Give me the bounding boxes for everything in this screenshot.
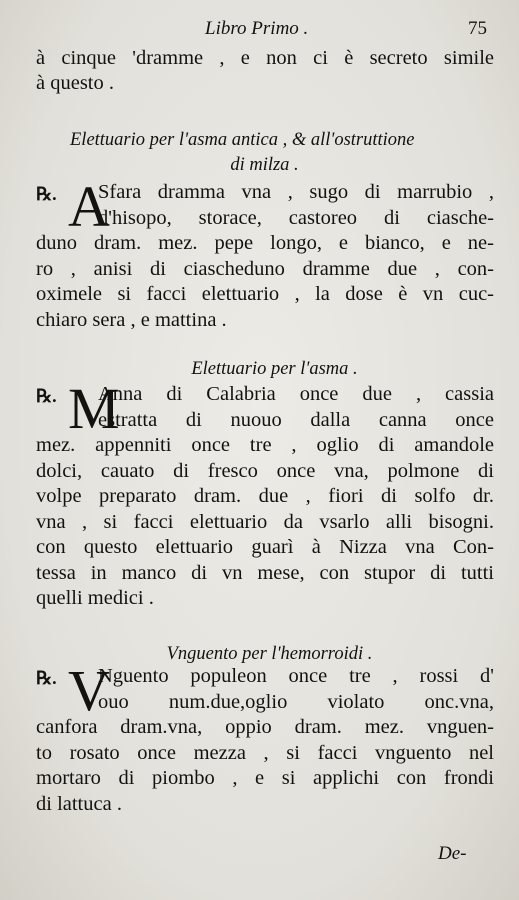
text-line: Anna di Calabria once due , cassia	[98, 383, 494, 405]
text-line: ouo num.due,oglio violato onc.vna,	[98, 690, 494, 713]
intro-paragraph	[36, 46, 494, 96]
section-heading	[70, 128, 415, 152]
text-line: à cinque 'dramme , e non ci è secreto simile	[36, 47, 494, 69]
text-line: dolci, cauato di fresco once vna, polmone di	[36, 459, 494, 482]
drop-capital: A	[68, 174, 110, 239]
text-line: mortaro di piombo , e si applichi con frondi	[36, 767, 494, 789]
drop-capital: M	[68, 376, 120, 441]
page-number: 75	[468, 18, 487, 39]
heading-line: Vnguento per l'hemorroidi .	[166, 644, 373, 664]
page-header	[0, 18, 519, 44]
heading-line: Elettuario per l'asma antica , & all'ostruttione	[70, 130, 415, 150]
text-line: ro , anisi di ciascheduno dramme due , con-	[36, 257, 494, 280]
recipe-symbol: ℞.	[36, 668, 57, 688]
recipe-paragraph	[36, 174, 494, 333]
recipe-paragraph	[36, 376, 494, 612]
heading-line: di milza .	[230, 155, 299, 175]
text-line: tessa in manco di vn mese, con stupor di tutti	[36, 561, 494, 584]
text-line: con questo elettuario guarì à Nizza vna Con-	[36, 536, 494, 558]
recipe-symbol: ℞.	[36, 184, 57, 204]
running-head: Libro Primo .	[205, 18, 309, 39]
text-line: to rosato once mezza , si facci vnguento nel	[36, 741, 494, 764]
heading-line: Elettuario per l'asma .	[191, 359, 358, 379]
text-line: oximele si facci elettuario , la dose è vn cuc-	[36, 283, 494, 305]
text-line: Nguento populeon once tre , rossi d'	[98, 665, 494, 687]
text-line: vna , si facci elettuario da vsarlo alli bisogni.	[36, 510, 494, 533]
text-line: duno dram. mez. pepe longo, e bianco, e ne-	[36, 232, 494, 254]
text-line: chiaro sera , e mattina .	[36, 308, 227, 331]
text-line: di lattuca .	[36, 792, 122, 815]
drop-capital: V	[68, 658, 110, 723]
text-line: canfora dram.vna, oppio dram. mez. vnguen-	[36, 716, 494, 738]
text-line: à questo .	[36, 72, 114, 94]
text-line: d'hisopo, storace, castoreo di ciasche-	[98, 206, 494, 229]
catchword: De-	[438, 843, 467, 864]
text-line: quelli medici .	[36, 587, 154, 609]
text-line: mez. appenniti once tre , oglio di amandole	[36, 434, 494, 456]
recipe-paragraph	[36, 658, 494, 817]
text-line: volpe preparato dram. due , fiori di solfo dr.	[36, 485, 494, 507]
text-line: Sfara dramma vna , sugo di marrubio ,	[98, 181, 494, 203]
recipe-symbol: ℞.	[36, 386, 57, 406]
text-line: estratta di nuouo dalla canna once	[98, 408, 494, 431]
